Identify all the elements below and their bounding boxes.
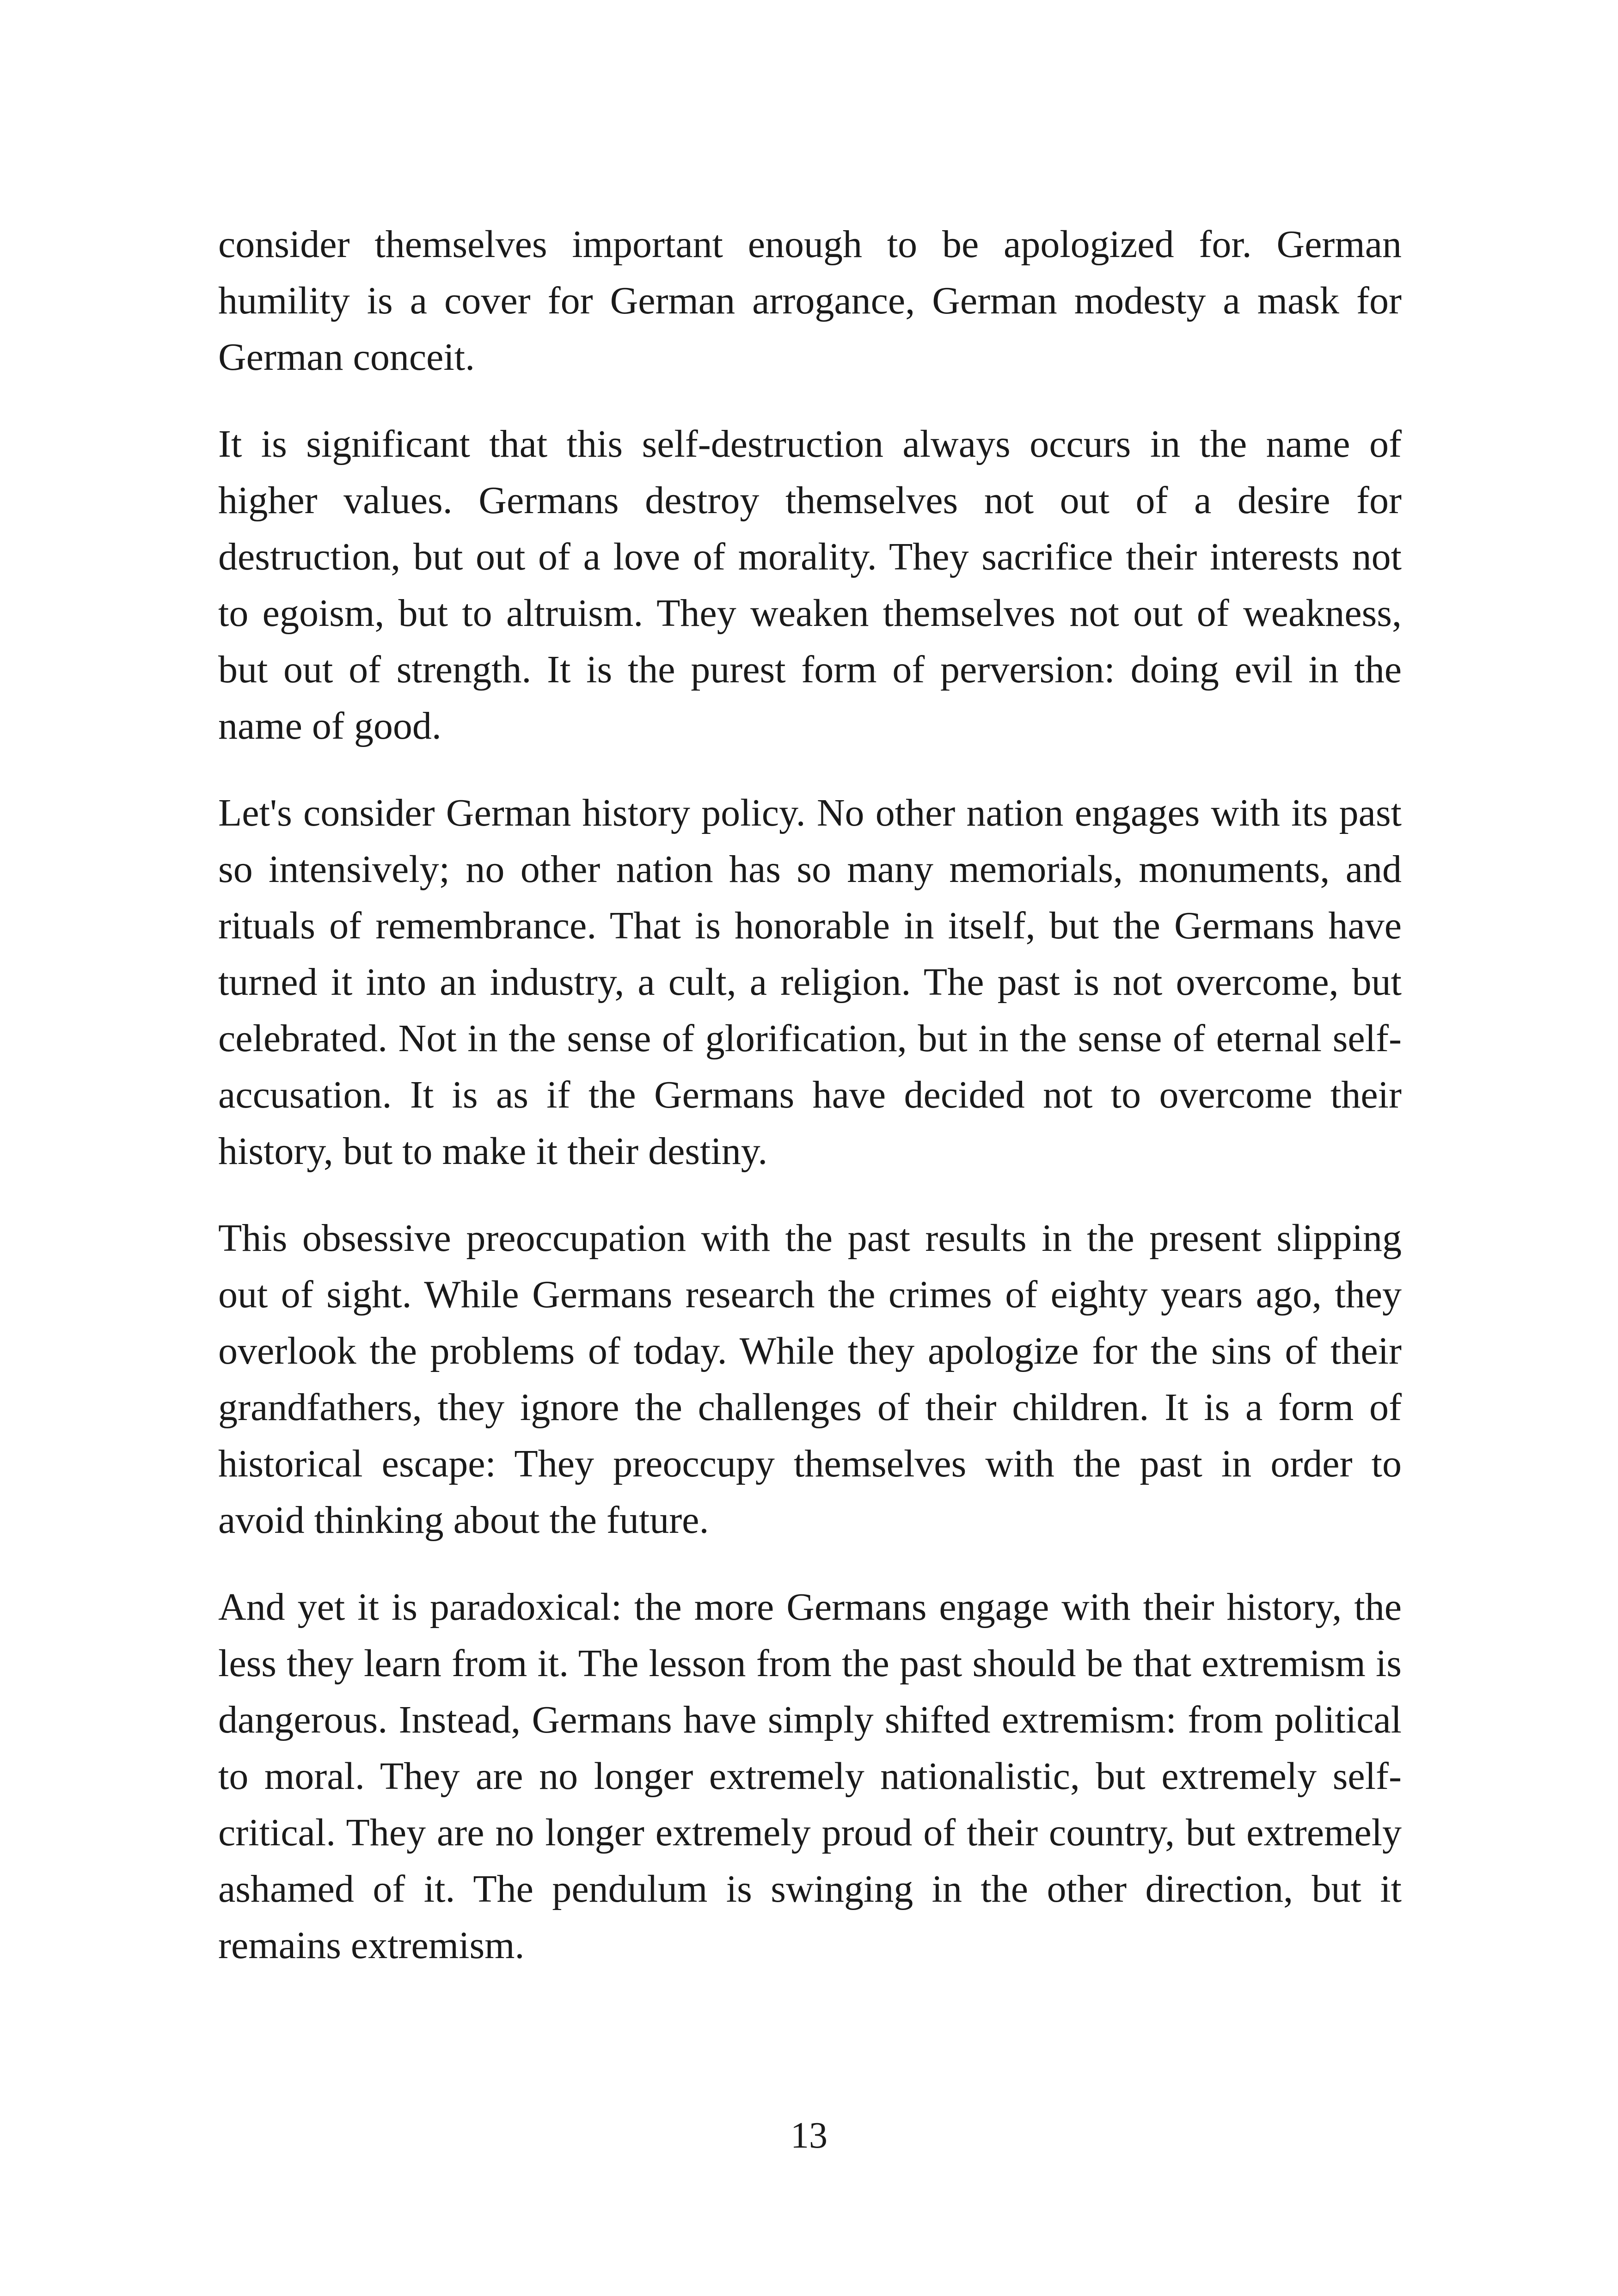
paragraph-2: It is significant that this self-destruction always occurs in the name of higher values. Germans destroy themselves not out of a desire for destruction, but out of a love of morality. They sacrifice their interests not to egoism, but to altruism. They weaken themselves not out of weakness, but out of strength. It is the purest form of perversion: doing evil in the name of good. [218, 422, 1402, 747]
paragraph-4: This obsessive preoccupation with the past results in the present slipping out of sight. While Germans research the crimes of eighty years ago, they overlook the problems of today. While they apologize for the sins of their grandfathers, they ignore the challenges of their children. It is a form of historical escape: They preoccupy themselves with the past in order to avoid thinking about the future. [218, 1217, 1402, 1542]
paragraph-1: consider themselves important enough to be apologized for. German humility is a cover for German arrogance, German modesty a mask for German conceit. [218, 223, 1402, 379]
paragraph-5: And yet it is paradoxical: the more Germans engage with their history, the less they learn from it. The lesson from the past should be that extremism is dangerous. Instead, Germans have simply shifted extremism: from political to moral. They are no longer extremely nationalistic, but extremely self-critical. They are no longer extremely proud of their country, but extremely ashamed of it. The pendulum is swinging in the other direction, but it remains extremism. [218, 1586, 1402, 1967]
paragraph-3: Let's consider German history policy. No other nation engages with its past so intensively; no other nation has so many memorials, monuments, and rituals of remembrance. That is honorable in itself, but the Germans have turned it into an industry, a cult, a religion. The past is not overcome, but celebrated. Not in the sense of glorification, but in the sense of eternal self-accusation. It is as if the Germans have decided not to overcome their history, but to make it their destiny. [218, 791, 1402, 1173]
page-number: 13 [791, 2115, 827, 2156]
body-text [218, 216, 1402, 1974]
